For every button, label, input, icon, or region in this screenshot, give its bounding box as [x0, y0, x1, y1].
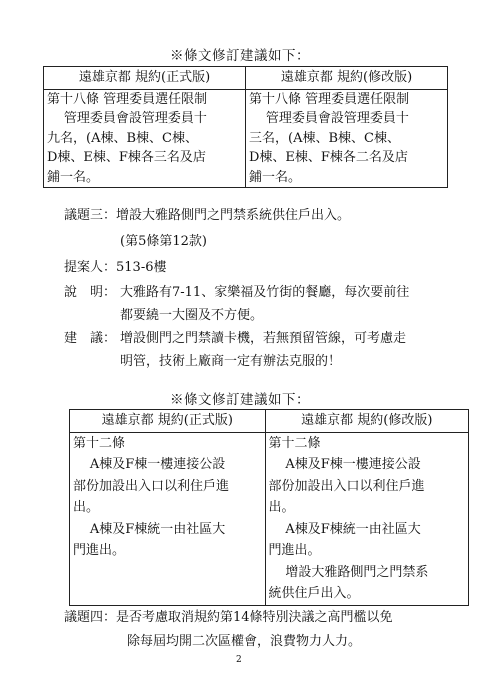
issue4-line: 是否考慮取消規約第14條特別決議之高門檻以免 [116, 610, 393, 625]
table2-left-line: 出。 [73, 500, 100, 515]
issue3-proposer-row [64, 256, 167, 275]
issue4-first-row [64, 606, 393, 625]
table1-right-cell [246, 89, 448, 188]
issue3-suggest-line: 明管，技術上廠商一定有辦法克服的！ [120, 354, 342, 369]
table2-left-line: A棟及F棟統一由社區大 [89, 521, 226, 537]
table2-right-line: A棟及F棟統一由社區大 [285, 521, 421, 537]
amendment-heading-1: ※條文修訂建議如下： [170, 48, 310, 64]
table2-left-cell [70, 432, 266, 605]
issue3-explain-label: 說 明： [64, 285, 117, 300]
table2-right-line: 部份加設出入口以利住戶進 [268, 478, 425, 494]
table1-right-line: 三名，(A棟、B棟、C棟、 [249, 130, 400, 146]
table2-right-line: 門進出。 [268, 543, 321, 558]
table2-right-cell [265, 432, 469, 605]
proposer-label: 提案人： [64, 260, 117, 275]
table1-right-line: 鋪一名。 [249, 169, 302, 185]
table2-right-line: 統供住戶出入。 [268, 586, 360, 601]
issue3-explain-line: 大雅路有7-11、家樂福及竹街的餐廳，每次要前往 [120, 285, 410, 300]
table1-right-line: 第十八條 管理委員選任限制 [249, 91, 410, 107]
table2-left-line: 部份加設出入口以利住戶進 [73, 478, 230, 494]
table1-left-line: 鋪一名。 [47, 169, 100, 185]
issue3-title: 增設大雅路側門之門禁系統供住戶出入。 [116, 208, 351, 223]
table1-left-line: 第十八條 管理委員選任限制 [47, 91, 208, 107]
amendment-table-1 [43, 66, 448, 188]
table2-right-line: A棟及F棟一樓連接公設 [285, 457, 421, 472]
proposer-value: 513-6樓 [116, 260, 167, 275]
table2-header-right: 遠雄京都 規約(修改版) [265, 410, 469, 433]
issue3-suggest-line: 增設側門之門禁讀卡機，若無預留管線，可考慮走 [120, 331, 407, 346]
table2-left-line: 門進出。 [73, 543, 126, 558]
table1-right-line: 管理委員會設管理委員十 [265, 111, 409, 126]
issue3-label: 議題三： [64, 208, 117, 223]
issue3-explain-line: 都要繞一大圈及不方便。 [120, 308, 264, 323]
issue4-line: 除每屆均開二次區權會，浪費物力人力。 [127, 634, 362, 649]
issue3-title-row [64, 204, 350, 223]
table1-left-line: 九名，(A棟、B棟、C棟、 [47, 130, 198, 146]
table1-header-left: 遠雄京都 規約(正式版) [44, 67, 246, 90]
table1-left-line: D棟、E棟、F棟各三名及店 [47, 150, 206, 165]
table2-right-line: 出。 [268, 500, 295, 515]
table2-header-left: 遠雄京都 規約(正式版) [70, 410, 266, 433]
table1-left-cell [44, 89, 246, 188]
table2-left-line: A棟及F棟一樓連接公設 [89, 457, 226, 472]
table1-left-line: 管理委員會設管理委員十 [63, 111, 207, 126]
issue3-clause: (第5條第12款) [120, 234, 207, 249]
issue4-label: 議題四： [64, 610, 117, 625]
amendment-table-2 [69, 409, 469, 606]
table2-left-line: 第十二條 [73, 435, 126, 451]
table2-right-line: 第十二條 [268, 435, 321, 451]
table1-header-right: 遠雄京都 規約(修改版) [246, 67, 448, 90]
amendment-heading-2: ※條文修訂建議如下： [170, 392, 310, 408]
page-number: 2 [236, 655, 242, 665]
table2-right-line: 增設大雅路側門之門禁系 [285, 564, 429, 580]
issue3-suggest-label: 建 議： [64, 331, 117, 346]
table1-right-line: D棟、E棟、F棟各二名及店 [249, 150, 408, 165]
